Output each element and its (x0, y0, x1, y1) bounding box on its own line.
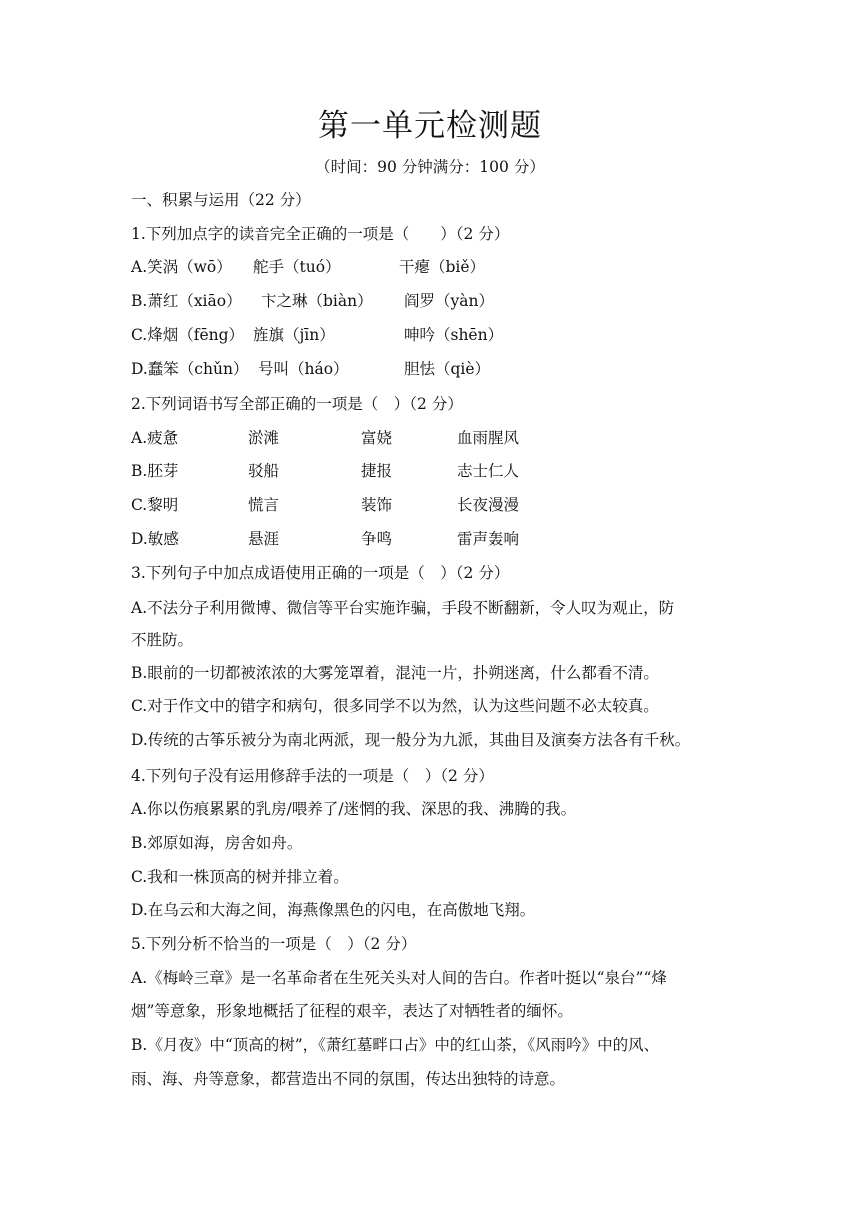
question-4-option-b: B.郊原如海，房舍如舟。 (131, 834, 303, 852)
question-4-option-c: C.我和一株顶高的树并排立着。 (131, 868, 349, 886)
question-3-option-d: D.传统的古筝乐被分为南北两派，现一般分为九派，其曲目及演奏方法各有千秋。 (131, 731, 691, 749)
question-4-option-d: D.在乌云和大海之间，海燕像黑色的闪电，在高傲地飞翔。 (131, 901, 536, 919)
section-heading: 一、积累与运用（22 分） (131, 191, 311, 209)
question-1-stem: 1.下列加点字的读音完全正确的一项是（ ）（2 分） (131, 225, 510, 243)
question-3-option-c: C.对于作文中的错字和病句，很多同学不以为然，认为这些问题不必太较真。 (131, 697, 659, 715)
question-5-option-b: B.《月夜》中“顶高的树”，《萧红墓畔口占》中的红山茶，《风雨吟》中的风、 (131, 1036, 660, 1054)
question-2-stem: 2.下列词语书写全部正确的一项是（ ）（2 分） (131, 395, 463, 413)
document-page: 第一单元检测题 （时间：90 分钟满分：100 分） 一、积累与运用（22 分） 1.下列加点字的读音完全正确的一项是（ ）（2 分） A.笑涡（wō） 舵手（tuó） 干瘪（biě） B.萧红（xiāo） 卞之琳（biàn） 阎罗（yàn） C.烽烟（fēng） 旌旗（jīn） 呻吟（shēn） D.蠢笨（chǔn） 号叫（háo） 胆怯（qiè） 2.下列词语书写全部正确的一项是（ ）（2 分） A.疲惫 淤滩 富娆 血雨腥风 B.胚芽 驳船 捷报 志士仁人 C.黎明 慌言 装饰 长夜漫漫 D.敏感 悬涯 争鸣 雷声轰响 3.下列句子中加点成语使用正确的一项是（ ）（2 分） A.不法分子利用微博、微信等平台实施诈骗，手段不断翻新，令人叹为观止，防 不胜防。 B.眼前的一切都被浓浓的大雾笼罩着，混沌一片，扑朔迷离，什么都看不清。 C.对于作文中的错字和病句，很多同学不以为然，认为这些问题不必太较真。 D.传统的古筝乐被分为南北两派，现一般分为九派，其曲目及演奏方法各有千秋。 4.下列句子没有运用修辞手法的一项是（ ）（2 分） A.你以伤痕累累的乳房/喂养了/迷惘的我、深思的我、沸腾的我。 B.郊原如海，房舍如舟。 C.我和一株顶高的树并排立着。 D.在乌云和大海之间，海燕像黑色的闪电，在高傲地飞翔。 5.下列分析不恰当的一项是（ ）（2 分） A.《梅岭三章》是一名革命者在生死关头对人间的告白。作者叶挺以“泉台”“烽 烟”等意象，形象地概括了征程的艰辛，表达了对牺牲者的缅怀。 B.《月夜》中“顶高的树”，《萧红墓畔口占》中的红山茶，《风雨吟》中的风、 雨、海、舟等意象，都营造出不同的氛围，传达出独特的诗意。 (0, 0, 860, 1216)
question-5-option-b-cont: 雨、海、舟等意象，都营造出不同的氛围，传达出独特的诗意。 (131, 1070, 566, 1088)
question-5-stem: 5.下列分析不恰当的一项是（ ）（2 分） (131, 935, 417, 953)
exam-info: （时间：90 分钟满分：100 分） (315, 158, 545, 176)
question-3-stem: 3.下列句子中加点成语使用正确的一项是（ ）（2 分） (131, 564, 510, 582)
question-3-option-b: B.眼前的一切都被浓浓的大雾笼罩着，混沌一片，扑朔迷离，什么都看不清。 (131, 664, 659, 682)
question-5-option-a: A.《梅岭三章》是一名革命者在生死关头对人间的告白。作者叶挺以“泉台”“烽 (131, 969, 667, 987)
page-title: 第一单元检测题 (318, 108, 542, 144)
question-3-option-a-cont: 不胜防。 (131, 631, 194, 649)
question-4-stem: 4.下列句子没有运用修辞手法的一项是（ ）（2 分） (131, 767, 494, 785)
question-4-option-a: A.你以伤痕累累的乳房/喂养了/迷惘的我、深思的我、沸腾的我。 (131, 800, 577, 818)
question-5-option-a-cont: 烟”等意象，形象地概括了征程的艰辛，表达了对牺牲者的缅怀。 (131, 1002, 573, 1020)
question-3-option-a: A.不法分子利用微博、微信等平台实施诈骗，手段不断翻新，令人叹为观止，防 (131, 599, 675, 617)
